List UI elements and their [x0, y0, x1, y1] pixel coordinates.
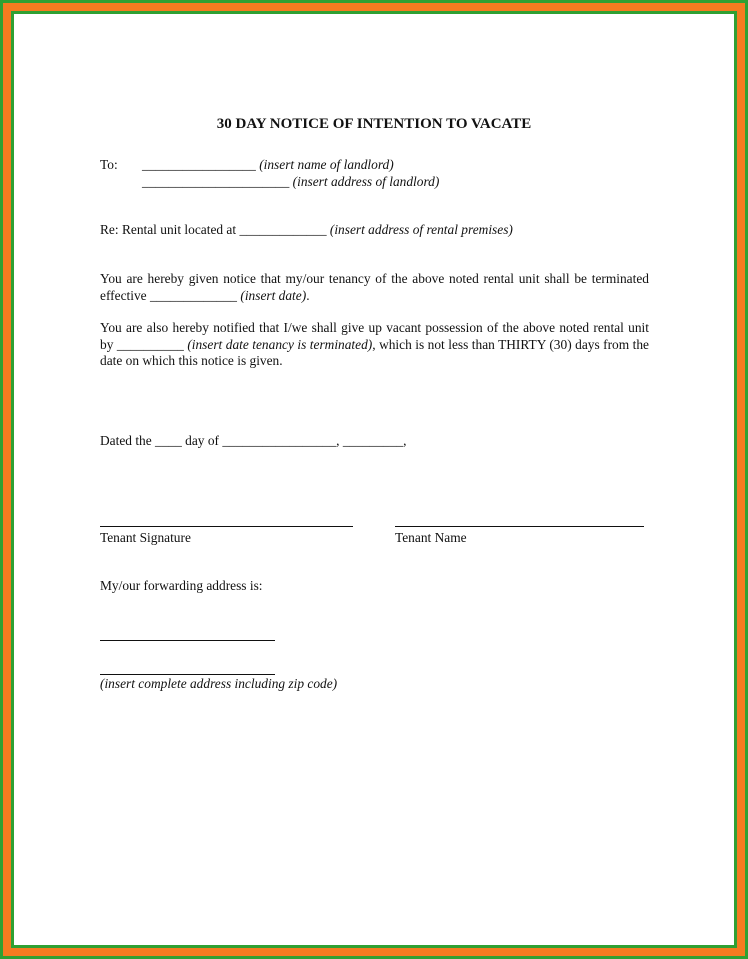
- landlord-name-line: [142, 157, 394, 173]
- para2-end: , which is not less than THIRTY (30) days from the date on which this notice is given.: [100, 336, 649, 368]
- forwarding-address-label: My/our forwarding address is:: [100, 578, 263, 593]
- tenant-signature-line: [100, 526, 353, 527]
- forwarding-address-line-2: [100, 674, 275, 675]
- address-hint: (insert complete address including zip code): [100, 676, 338, 691]
- para1-end: .: [306, 287, 310, 303]
- forwarding-address-line-1: [100, 640, 275, 641]
- document-page: [14, 14, 734, 945]
- para2-hint: (insert date tenancy is terminated): [187, 336, 373, 352]
- landlord-address-blank: ______________________: [142, 174, 290, 189]
- para1-hint: (insert date): [240, 287, 307, 303]
- landlord-name-hint: (insert name of landlord): [259, 157, 394, 172]
- landlord-address-hint: (insert address of landlord): [292, 174, 440, 189]
- notice-paragraph-2: [100, 320, 649, 370]
- notice-paragraph-1: [100, 271, 649, 304]
- tenant-name-line: [395, 526, 644, 527]
- landlord-address-line: [142, 174, 439, 190]
- dated-line: Dated the ____ day of _________________, _________,: [100, 433, 407, 448]
- re-blank: _____________: [239, 222, 327, 237]
- to-label: To:: [100, 157, 118, 172]
- re-hint: (insert address of rental premises): [329, 222, 513, 237]
- document-title: 30 DAY NOTICE OF INTENTION TO VACATE: [216, 116, 532, 132]
- para1-text: You are hereby given notice that my/our tenancy of the above noted rental unit shall be terminated effective: [100, 271, 649, 303]
- tenant-name-label: Tenant Name: [395, 530, 467, 545]
- para2-blank: __________: [116, 336, 184, 352]
- re-text: Re: Rental unit located at: [100, 222, 237, 237]
- re-line: [100, 222, 513, 238]
- tenant-signature-label: Tenant Signature: [100, 530, 191, 545]
- para2-start: You are also hereby notified that I/we shall give up vacant possession of the above noted rental unit by: [100, 320, 649, 352]
- landlord-name-blank: _________________: [142, 157, 256, 172]
- para1-blank: _____________: [149, 287, 237, 303]
